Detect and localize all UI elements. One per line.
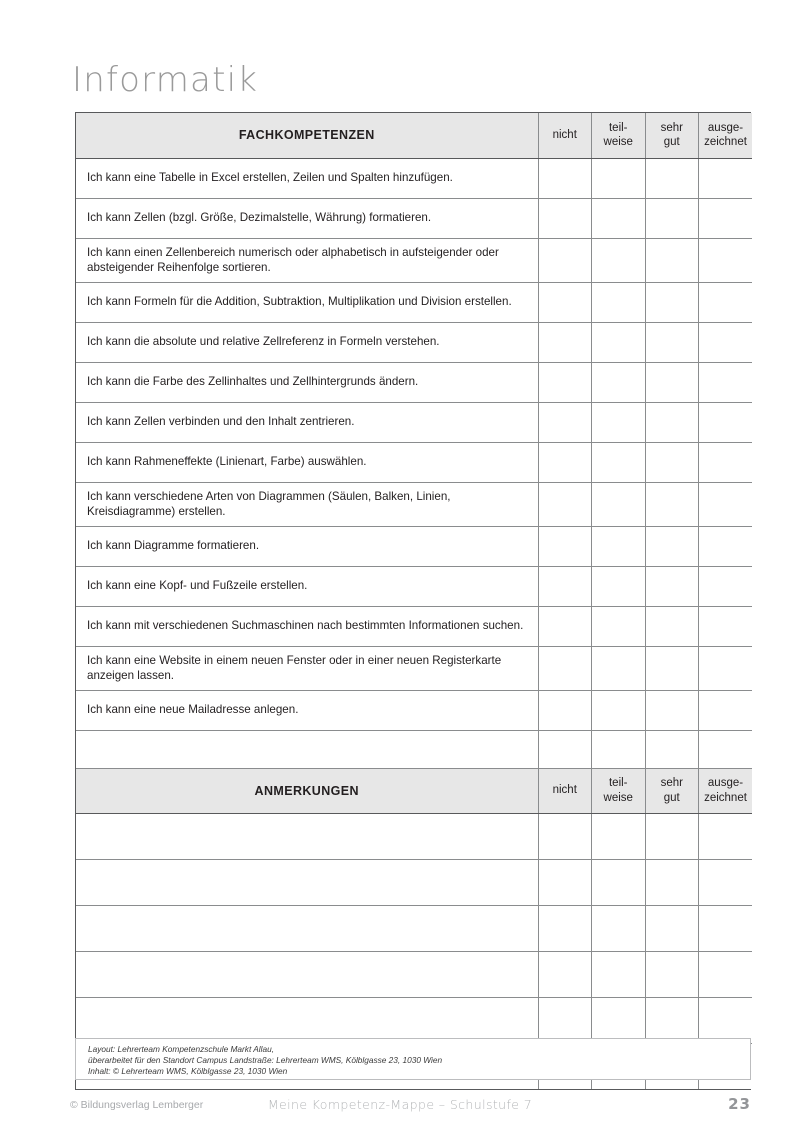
- competence-rating-cell-3[interactable]: [645, 158, 699, 198]
- competence-rating-cell-2[interactable]: [592, 690, 646, 730]
- competence-text: Ich kann Rahmeneffekte (Linienart, Farbe) auswählen.: [76, 442, 538, 482]
- competence-rating-cell-3[interactable]: [645, 566, 699, 606]
- competence-text: Ich kann eine Tabelle in Excel erstellen, Zeilen und Spalten hinzufügen.: [76, 158, 538, 198]
- rating-label-line1: sehr: [660, 777, 683, 789]
- competence-rating-cell-2[interactable]: [592, 402, 646, 442]
- competence-rating-cell-4[interactable]: [699, 282, 753, 322]
- notes-row: [76, 905, 752, 951]
- competence-rating-cell-1[interactable]: [538, 566, 592, 606]
- competence-rating-cell-1[interactable]: [538, 690, 592, 730]
- competence-text: Ich kann verschiedene Arten von Diagrammen (Säulen, Balken, Linien, Kreisdiagramme) erstellen.: [76, 482, 538, 526]
- competence-row: [76, 526, 752, 566]
- competence-row: [76, 282, 752, 322]
- competence-row: [76, 730, 752, 768]
- notes-rating-cell-2[interactable]: [592, 997, 646, 1043]
- competence-rating-cell-3[interactable]: [645, 238, 699, 282]
- competence-rating-cell-2[interactable]: [592, 646, 646, 690]
- notes-rating-cell-4[interactable]: [699, 997, 753, 1043]
- imprint-line-1: Layout: Lehrerteam Kompetenzschule Markt Allau,: [88, 1044, 275, 1054]
- rating-label-line1: nicht: [552, 784, 577, 797]
- imprint-line-3: Inhalt: © Lehrerteam WMS, Kölblgasse 23, 1030 Wien: [88, 1065, 288, 1076]
- notes-rating-cell-1[interactable]: [538, 951, 592, 997]
- imprint-block: [75, 1038, 751, 1080]
- competence-rating-cell-4[interactable]: [699, 646, 753, 690]
- competence-rating-cell-1[interactable]: [538, 730, 592, 768]
- page-title: Informatik: [72, 60, 259, 100]
- competence-rating-cell-4[interactable]: [699, 730, 753, 768]
- competence-rating-cell-2[interactable]: [592, 158, 646, 198]
- competence-rating-cell-3[interactable]: [645, 402, 699, 442]
- competence-header-row: [76, 113, 752, 158]
- competence-header-label: FACHKOMPETENZEN: [76, 113, 538, 158]
- notes-rating-cell-3[interactable]: [645, 859, 699, 905]
- notes-rating-cell-4[interactable]: [699, 813, 753, 859]
- notes-rating-cell-2[interactable]: [592, 951, 646, 997]
- competence-text: Ich kann Zellen (bzgl. Größe, Dezimalstelle, Währung) formatieren.: [76, 198, 538, 238]
- competence-rating-header-3: [645, 113, 699, 158]
- competence-rating-cell-3[interactable]: [645, 198, 699, 238]
- notes-rating-cell-1[interactable]: [538, 905, 592, 951]
- competence-rating-cell-1[interactable]: [538, 646, 592, 690]
- competence-rating-cell-1[interactable]: [538, 402, 592, 442]
- competence-rating-cell-1[interactable]: [538, 158, 592, 198]
- page-number: 23: [728, 1095, 751, 1113]
- competence-rating-header-2: [592, 113, 646, 158]
- competence-text: Ich kann die Farbe des Zellinhaltes und Zellhintergrunds ändern.: [76, 362, 538, 402]
- notes-rating-cell-1[interactable]: [538, 859, 592, 905]
- competence-rating-cell-2[interactable]: [592, 606, 646, 646]
- notes-rating-cell-2[interactable]: [592, 859, 646, 905]
- competence-rating-cell-1[interactable]: [538, 362, 592, 402]
- page-footer: [0, 1096, 800, 1122]
- competence-rating-cell-4[interactable]: [699, 442, 753, 482]
- competence-row: [76, 606, 752, 646]
- competence-rating-cell-4[interactable]: [699, 402, 753, 442]
- competence-table: [76, 113, 752, 1089]
- competence-row: [76, 158, 752, 198]
- competence-rating-header-4: [699, 113, 753, 158]
- competence-rating-cell-3[interactable]: [645, 526, 699, 566]
- notes-row: [76, 859, 752, 905]
- competence-row: [76, 690, 752, 730]
- publisher-credit: © Bildungsverlag Lemberger: [70, 1099, 204, 1111]
- notes-text: [76, 905, 538, 951]
- notes-rating-cell-3[interactable]: [645, 997, 699, 1043]
- notes-rating-cell-1[interactable]: [538, 997, 592, 1043]
- competence-row: [76, 482, 752, 526]
- competence-text: Ich kann eine Website in einem neuen Fenster oder in einer neuen Registerkarte anzeigen lassen.: [76, 646, 538, 690]
- notes-text: [76, 813, 538, 859]
- competence-rating-cell-1[interactable]: [538, 442, 592, 482]
- competence-rating-cell-4[interactable]: [699, 198, 753, 238]
- notes-text: [76, 859, 538, 905]
- competence-text: Ich kann eine Kopf- und Fußzeile erstellen.: [76, 566, 538, 606]
- competence-rating-cell-1[interactable]: [538, 322, 592, 362]
- competence-row: [76, 322, 752, 362]
- competence-text: Ich kann Formeln für die Addition, Subtraktion, Multiplikation und Division erstellen.: [76, 282, 538, 322]
- rating-label-line2: weise: [603, 136, 633, 149]
- competence-row: [76, 362, 752, 402]
- competence-rating-cell-2[interactable]: [592, 238, 646, 282]
- competence-row: [76, 238, 752, 282]
- competence-rating-cell-4[interactable]: [699, 606, 753, 646]
- competence-rating-cell-2[interactable]: [592, 730, 646, 768]
- rating-label-line1: teil-: [608, 777, 628, 789]
- notes-rating-cell-3[interactable]: [645, 905, 699, 951]
- notes-row: [76, 813, 752, 859]
- notes-text: [76, 951, 538, 997]
- competence-rating-cell-3[interactable]: [645, 482, 699, 526]
- competence-rating-cell-1[interactable]: [538, 606, 592, 646]
- competence-rating-cell-3[interactable]: [645, 282, 699, 322]
- rating-label-line1: nicht: [552, 129, 577, 141]
- competence-text: Ich kann die absolute und relative Zellreferenz in Formeln verstehen.: [76, 322, 538, 362]
- competence-rating-cell-1[interactable]: [538, 482, 592, 526]
- competence-rating-cell-1[interactable]: [538, 238, 592, 282]
- competence-rating-cell-2[interactable]: [592, 482, 646, 526]
- competence-row: [76, 646, 752, 690]
- notes-row: [76, 997, 752, 1043]
- competence-text: Ich kann mit verschiedenen Suchmaschinen nach bestimmten Informationen suchen.: [76, 606, 538, 646]
- competence-rating-cell-4[interactable]: [699, 362, 753, 402]
- rating-label-line2: gut: [663, 136, 680, 149]
- competence-rating-cell-4[interactable]: [699, 158, 753, 198]
- competence-rating-cell-2[interactable]: [592, 198, 646, 238]
- competence-rating-cell-4[interactable]: [699, 526, 753, 566]
- rating-label-line1: ausge-: [707, 121, 744, 134]
- competence-rating-cell-2[interactable]: [592, 442, 646, 482]
- competence-rating-cell-4[interactable]: [699, 322, 753, 362]
- competence-rating-cell-4[interactable]: [699, 238, 753, 282]
- rating-label-line2: zeichnet: [704, 791, 747, 804]
- competence-text: Ich kann eine neue Mailadresse anlegen.: [76, 690, 538, 730]
- notes-rating-header-1: [538, 768, 592, 813]
- competence-rating-cell-3[interactable]: [645, 646, 699, 690]
- competence-row: [76, 198, 752, 238]
- competence-rating-cell-4[interactable]: [699, 566, 753, 606]
- competence-text: Ich kann Diagramme formatieren.: [76, 526, 538, 566]
- notes-rating-cell-2[interactable]: [592, 813, 646, 859]
- notes-rating-cell-1[interactable]: [538, 813, 592, 859]
- competence-text: Ich kann Zellen verbinden und den Inhalt zentrieren.: [76, 402, 538, 442]
- notes-rating-cell-3[interactable]: [645, 813, 699, 859]
- competence-text: Ich kann einen Zellenbereich numerisch oder alphabetisch in aufsteigender oder absteigender Reihenfolge sortieren.: [76, 238, 538, 282]
- notes-rating-cell-2[interactable]: [592, 905, 646, 951]
- competence-rating-cell-2[interactable]: [592, 282, 646, 322]
- rating-label-line1: ausge-: [707, 777, 744, 789]
- competence-row: [76, 402, 752, 442]
- competence-rating-cell-1[interactable]: [538, 198, 592, 238]
- competence-rating-cell-3[interactable]: [645, 606, 699, 646]
- competence-row: [76, 442, 752, 482]
- competence-rating-cell-2[interactable]: [592, 526, 646, 566]
- rating-label-line1: sehr: [660, 121, 683, 134]
- rating-label-line1: teil-: [608, 121, 628, 134]
- notes-rating-cell-4[interactable]: [699, 905, 753, 951]
- notes-rating-cell-4[interactable]: [699, 859, 753, 905]
- competence-rating-cell-4[interactable]: [699, 690, 753, 730]
- competence-row: [76, 566, 752, 606]
- notes-rating-header-2: [592, 768, 646, 813]
- notes-rating-cell-4[interactable]: [699, 951, 753, 997]
- competence-rating-cell-3[interactable]: [645, 730, 699, 768]
- competence-rating-cell-3[interactable]: [645, 442, 699, 482]
- competence-rating-cell-1[interactable]: [538, 282, 592, 322]
- notes-rating-header-3: [645, 768, 699, 813]
- competence-rating-cell-2[interactable]: [592, 322, 646, 362]
- notes-text: [76, 997, 538, 1043]
- competence-rating-header-1: [538, 113, 592, 158]
- notes-row: [76, 951, 752, 997]
- document-subtitle: Meine Kompetenz-Mappe – Schulstufe 7: [267, 1097, 533, 1112]
- competence-rating-cell-3[interactable]: [645, 690, 699, 730]
- competence-rating-cell-2[interactable]: [592, 566, 646, 606]
- competence-rating-cell-3[interactable]: [645, 362, 699, 402]
- rating-label-line2: gut: [663, 791, 680, 804]
- notes-header-row: [76, 768, 752, 813]
- competence-rating-cell-2[interactable]: [592, 362, 646, 402]
- competence-rating-cell-1[interactable]: [538, 526, 592, 566]
- imprint-line-2: überarbeitet für den Standort Campus Landstraße: Lehrerteam WMS, Kölblgasse 23, 1030 Wien: [88, 1054, 443, 1065]
- notes-rating-header-4: [699, 768, 753, 813]
- competence-text: [76, 730, 538, 768]
- competence-sheet: [75, 112, 751, 1090]
- competence-rating-cell-4[interactable]: [699, 482, 753, 526]
- notes-header-label: ANMERKUNGEN: [76, 768, 538, 813]
- rating-label-line2: weise: [603, 791, 633, 804]
- competence-rating-cell-3[interactable]: [645, 322, 699, 362]
- rating-label-line2: zeichnet: [704, 136, 747, 149]
- notes-rating-cell-3[interactable]: [645, 951, 699, 997]
